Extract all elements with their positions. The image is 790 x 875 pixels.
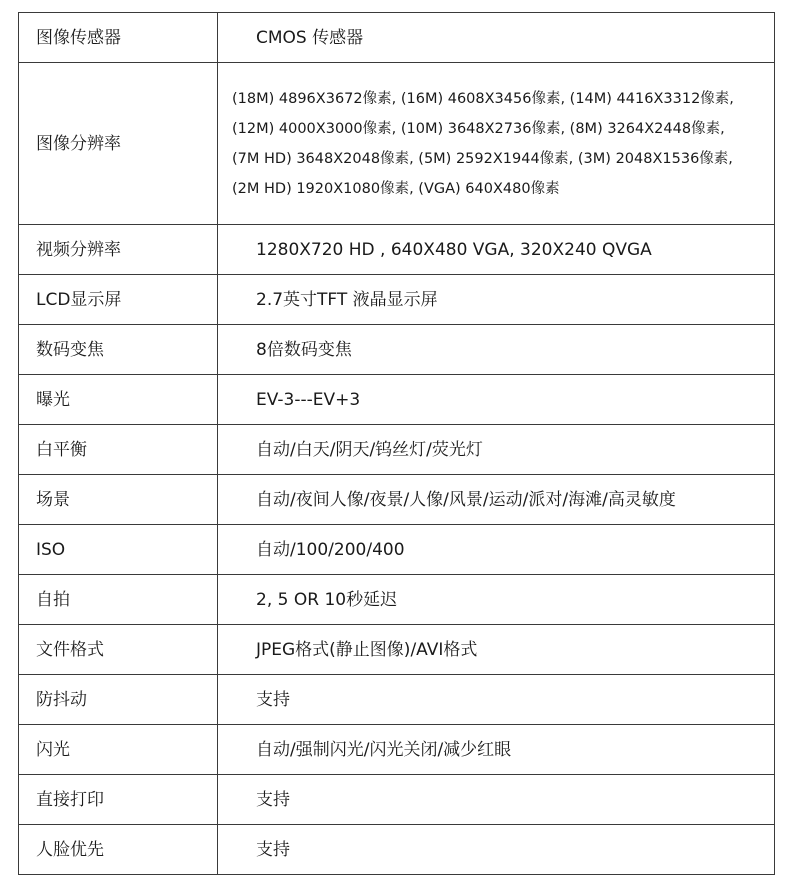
spec-row-lcd <box>19 275 775 325</box>
spec-label: 白平衡 <box>19 425 218 475</box>
spec-value-multiline <box>218 63 775 225</box>
spec-value: 自动/白天/阴天/钨丝灯/荧光灯 <box>218 425 775 475</box>
spec-value: 自动/强制闪光/闪光关闭/减少红眼 <box>218 725 775 775</box>
spec-label: 场景 <box>19 475 218 525</box>
resolution-line: (18M) 4896X3672像素, (16M) 4608X3456像素, (14M) 4416X3312像素, <box>232 90 734 107</box>
spec-value: EV-3---EV+3 <box>218 375 775 425</box>
spec-label: 人脸优先 <box>19 825 218 875</box>
spec-row-anti-shake <box>19 675 775 725</box>
spec-label: 直接打印 <box>19 775 218 825</box>
spec-row-white-balance <box>19 425 775 475</box>
spec-value: 2, 5 OR 10秒延迟 <box>218 575 775 625</box>
spec-label: ISO <box>19 525 218 575</box>
spec-value: 支持 <box>218 675 775 725</box>
spec-row-scene <box>19 475 775 525</box>
spec-row-image-resolution <box>19 63 775 225</box>
spec-label: 图像分辨率 <box>19 63 218 225</box>
spec-label: 防抖动 <box>19 675 218 725</box>
spec-row-exposure <box>19 375 775 425</box>
spec-row-flash <box>19 725 775 775</box>
spec-row-self-timer <box>19 575 775 625</box>
spec-row-image-sensor <box>19 13 775 63</box>
spec-row-video-resolution <box>19 225 775 275</box>
spec-row-face-priority <box>19 825 775 875</box>
spec-value: 支持 <box>218 825 775 875</box>
spec-label: 数码变焦 <box>19 325 218 375</box>
spec-label: 视频分辨率 <box>19 225 218 275</box>
spec-label: 文件格式 <box>19 625 218 675</box>
spec-row-iso <box>19 525 775 575</box>
spec-label: 自拍 <box>19 575 218 625</box>
spec-value: CMOS 传感器 <box>218 13 775 63</box>
spec-value: 支持 <box>218 775 775 825</box>
spec-value: 自动/夜间人像/夜景/人像/风景/运动/派对/海滩/高灵敏度 <box>218 475 775 525</box>
spec-value: 8倍数码变焦 <box>218 325 775 375</box>
spec-row-digital-zoom <box>19 325 775 375</box>
spec-label: 闪光 <box>19 725 218 775</box>
spec-table <box>18 12 775 875</box>
spec-value: JPEG格式(静止图像)/AVI格式 <box>218 625 775 675</box>
spec-label: 图像传感器 <box>19 13 218 63</box>
resolution-line: (2M HD) 1920X1080像素, (VGA) 640X480像素 <box>232 180 560 197</box>
spec-label: LCD显示屏 <box>19 275 218 325</box>
spec-row-file-format <box>19 625 775 675</box>
spec-value: 2.7英寸TFT 液晶显示屏 <box>218 275 775 325</box>
spec-value: 自动/100/200/400 <box>218 525 775 575</box>
spec-row-direct-print <box>19 775 775 825</box>
resolution-line: (7M HD) 3648X2048像素, (5M) 2592X1944像素, (3M) 2048X1536像素, <box>232 150 733 167</box>
resolution-line: (12M) 4000X3000像素, (10M) 3648X2736像素, (8M) 3264X2448像素, <box>232 120 725 137</box>
spec-label: 曝光 <box>19 375 218 425</box>
spec-value: 1280X720 HD , 640X480 VGA, 320X240 QVGA <box>218 225 775 275</box>
